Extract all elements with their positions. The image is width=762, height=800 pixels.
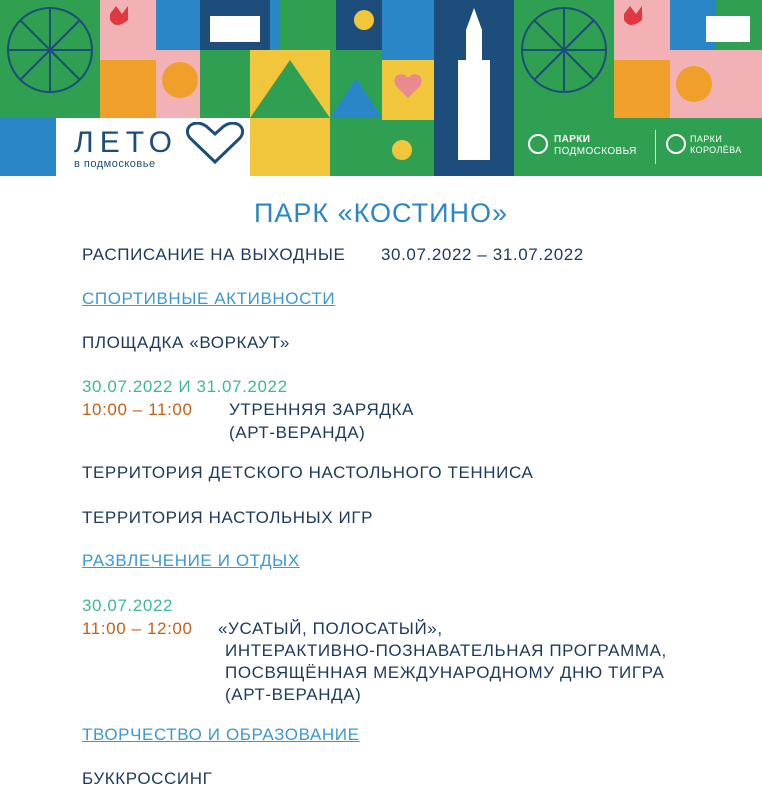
section-title-creativity[interactable]: ТВОРЧЕСТВО И ОБРАЗОВАНИЕ: [82, 725, 360, 744]
event-location: (АРТ-ВЕРАНДА): [225, 685, 362, 704]
logo-subtitle: в подмосковье: [74, 158, 156, 170]
partner-2-line1: ПАРКИ: [690, 134, 723, 144]
schedule-date-range: 30.07.2022 – 31.07.2022: [381, 245, 584, 264]
event-date: 30.07.2022 И 31.07.2022: [82, 377, 288, 396]
event-name: «УСАТЫЙ, ПОЛОСАТЫЙ»,: [218, 619, 443, 638]
venue-workout: ПЛОЩАДКА «ВОРКАУТ»: [82, 333, 290, 352]
venue-board-games: ТЕРРИТОРИЯ НАСТОЛЬНЫХ ИГР: [82, 508, 374, 527]
event-description: ПОСВЯЩЁННАЯ МЕЖДУНАРОДНОМУ ДНЮ ТИГРА: [225, 663, 665, 682]
partner-parks-region: [554, 134, 637, 158]
section-title-leisure[interactable]: РАЗВЛЕЧЕНИЕ И ОТДЫХ: [82, 551, 300, 570]
header-banner: [0, 0, 762, 176]
partner-2-line2: КОРОЛЁВА: [690, 145, 742, 155]
leto-logo: [56, 118, 250, 176]
event-name: УТРЕННЯЯ ЗАРЯДКА: [229, 400, 414, 419]
event-date: 30.07.2022: [82, 596, 174, 615]
partner-parks-korolev: [690, 134, 742, 156]
venue-bookcrossing: БУККРОССИНГ: [82, 769, 213, 788]
globe-icon: [666, 134, 686, 154]
heart-icon: [184, 122, 246, 166]
partner-divider: [655, 130, 656, 164]
schedule-label: РАСПИСАНИЕ НА ВЫХОДНЫЕ: [82, 245, 346, 264]
venue-table-tennis: ТЕРРИТОРИЯ ДЕТСКОГО НАСТОЛЬНОГО ТЕННИСА: [82, 463, 534, 482]
partner-1-line1: ПАРКИ: [554, 134, 591, 145]
leaf-icon: [528, 134, 548, 154]
event-description: ИНТЕРАКТИВНО-ПОЗНАВАТЕЛЬНАЯ ПРОГРАММА,: [225, 641, 667, 660]
event-location: (АРТ-ВЕРАНДА): [229, 423, 366, 442]
partner-logos: [514, 118, 762, 176]
page-title: ПАРК «КОСТИНО»: [253, 198, 509, 228]
schedule-content: [0, 176, 762, 800]
partner-1-line2: ПОДМОСКОВЬЯ: [554, 146, 637, 157]
logo-title: ЛЕТО: [74, 126, 179, 159]
event-time: 10:00 – 11:00: [82, 400, 193, 419]
section-title-sport[interactable]: СПОРТИВНЫЕ АКТИВНОСТИ: [82, 289, 336, 308]
event-time: 11:00 – 12:00: [82, 619, 193, 638]
